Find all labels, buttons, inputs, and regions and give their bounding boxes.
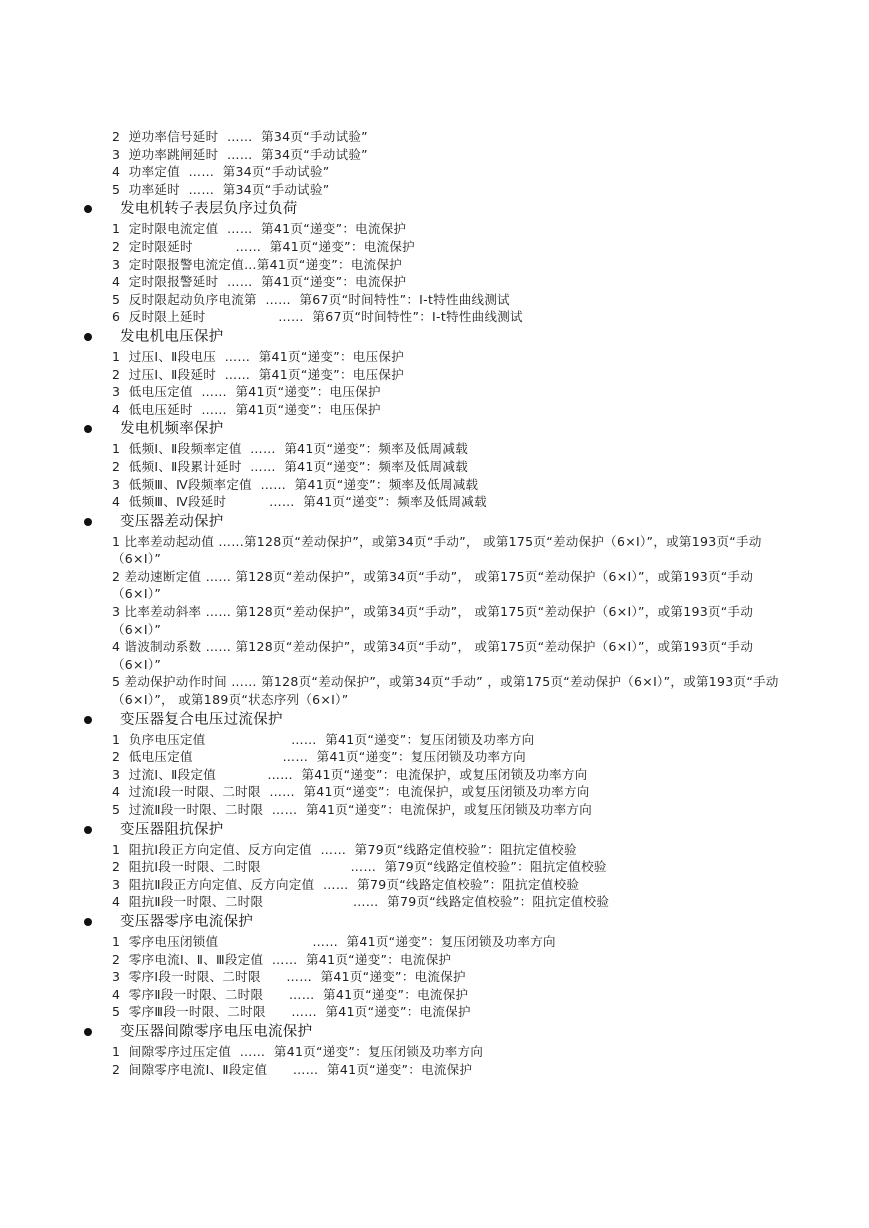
list-item: 5 零序Ⅲ段一时限、二时限 …… 第41页“递变”：电流保护 xyxy=(112,1004,471,1020)
bullet-icon xyxy=(84,333,92,341)
list-item: 3 阻抗Ⅱ段正方向定值、反方向定值 …… 第79页“线路定值校验”：阻抗定值校验 xyxy=(112,876,580,892)
section-title: 变压器阻抗保护 xyxy=(120,821,224,838)
list-item: 3 低电压定值 …… 第41页“递变”：电压保护 xyxy=(112,384,381,400)
list-item: 3 零序Ⅰ段一时限、二时限 …… 第41页“递变”：电流保护 xyxy=(112,969,466,985)
list-item: 4 低频Ⅲ、Ⅳ段延时 …… 第41页“递变”：频率及低周减载 xyxy=(112,494,487,510)
section-heading xyxy=(0,819,869,841)
list-item: 1 阻抗Ⅰ段正方向定值、反方向定值 …… 第79页“线路定值校验”：阻抗定值校验 xyxy=(112,841,577,857)
list-item: 6 反时限上延时 …… 第67页“时间特性”：I-t特性曲线测试 xyxy=(112,309,523,325)
list-item: 4 过流Ⅰ段一时限、二时限 …… 第41页“递变”：电流保护，或复压闭锁及功率方向 xyxy=(112,784,590,800)
bullet-icon xyxy=(84,918,92,926)
list-item: 4 零序Ⅱ段一时限、二时限 …… 第41页“递变”：电流保护 xyxy=(112,986,469,1002)
list-item: 5 反时限起动负序电流第 …… 第67页“时间特性”：I-t特性曲线测试 xyxy=(112,291,510,307)
list-item: 4 功率定值 …… 第34页“手动试验” xyxy=(112,164,330,180)
document-page xyxy=(0,128,869,1078)
list-item: 5 过流Ⅱ段一时限、二时限 …… 第41页“递变”：电流保护，或复压闭锁及功率方向 xyxy=(112,802,593,817)
section-title: 发电机频率保护 xyxy=(120,421,224,438)
bullet-icon xyxy=(84,716,92,724)
list-item: 3 定时限报警电流定值…第41页“递变”：电流保护 xyxy=(112,256,403,272)
bullet-icon xyxy=(84,518,92,526)
list-item: 2 过压Ⅰ、Ⅱ段延时 …… 第41页“递变”：电压保护 xyxy=(112,366,404,382)
list-item: 4 定时限报警延时 …… 第41页“递变”：电流保护 xyxy=(112,274,407,290)
list-item: 3 低频Ⅲ、Ⅳ段频率定值 …… 第41页“递变”：频率及低周减载 xyxy=(112,476,479,492)
section-title: 发电机电压保护 xyxy=(120,328,224,345)
list-item: 1 比率差动起动值 ……第128页“差动保护”，或第34页“手动”， 或第175页“差动保护（6×I）”，或第193页“手动（6×I）” xyxy=(112,533,762,567)
bullet-icon xyxy=(84,425,92,433)
section-title: 发电机转子表层负序过负荷 xyxy=(120,201,298,218)
section-heading xyxy=(0,911,869,933)
list-item: 2 定时限延时 …… 第41页“递变”：电流保护 xyxy=(112,238,415,254)
list-item: 3 逆功率跳闸延时 …… 第34页“手动试验” xyxy=(112,146,368,162)
list-item: 5 功率延时 …… 第34页“手动试验” xyxy=(112,181,330,197)
list-item: 4 低电压延时 …… 第41页“递变”：电压保护 xyxy=(112,401,381,417)
bullet-icon xyxy=(84,1028,92,1036)
list-item: 2 低电压定值 …… 第41页“递变”：复压闭锁及功率方向 xyxy=(112,749,526,765)
section-heading xyxy=(0,511,869,533)
section-title: 变压器差动保护 xyxy=(120,513,224,530)
list-item: 3 过流Ⅰ、Ⅱ段定值 …… 第41页“递变”：电流保护，或复压闭锁及功率方向 xyxy=(112,766,588,782)
bullet-icon xyxy=(84,205,92,213)
section-heading xyxy=(0,418,869,440)
list-item: 2 阻抗Ⅰ段一时限、二时限 …… 第79页“线路定值校验”：阻抗定值校验 xyxy=(112,859,607,875)
list-item: 1 间隙零序过压定值 …… 第41页“递变”：复压闭锁及功率方向 xyxy=(112,1043,484,1059)
section-heading xyxy=(0,198,869,220)
section-heading xyxy=(0,1021,869,1043)
list-item: 2 逆功率信号延时 …… 第34页“手动试验” xyxy=(112,129,368,144)
list-item: 2 低频Ⅰ、Ⅱ段累计延时 …… 第41页“递变”：频率及低周减载 xyxy=(112,458,468,474)
list-item: 4 阻抗Ⅱ段一时限、二时限 …… 第79页“线路定值校验”：阻抗定值校验 xyxy=(112,894,610,910)
bullet-icon xyxy=(84,826,92,834)
list-item: 2 差动速断定值 …… 第128页“差动保护”，或第34页“手动”， 或第175页“差动保护（6×I）”，或第193页“手动（6×I）” xyxy=(112,568,754,602)
section-title: 变压器间隙零序电压电流保护 xyxy=(120,1023,313,1040)
section-heading xyxy=(0,709,869,731)
list-item: 2 间隙零序电流Ⅰ、Ⅱ段定值 …… 第41页“递变”：电流保护 xyxy=(112,1061,473,1077)
list-item: 1 低频Ⅰ、Ⅱ段频率定值 …… 第41页“递变”：频率及低周减载 xyxy=(112,441,468,457)
list-item: 1 定时限电流定值 …… 第41页“递变”：电流保护 xyxy=(112,221,407,237)
list-item: 2 零序电流Ⅰ、Ⅱ、Ⅲ段定值 …… 第41页“递变”：电流保护 xyxy=(112,951,452,967)
list-item: 5 差动保护动作时间 …… 第128页“差动保护”，或第34页“手动” ，或第175页“差动保护（6×I）”，或第193页“手动（6×I）”， 或第189页“状态序列（6×I）” xyxy=(112,674,779,708)
list-item: 1 零序电压闭锁值 …… 第41页“递变”：复压闭锁及功率方向 xyxy=(112,933,556,949)
list-item: 1 负序电压定值 …… 第41页“递变”：复压闭锁及功率方向 xyxy=(112,731,535,747)
section-title: 变压器零序电流保护 xyxy=(120,913,254,930)
list-item: 1 过压Ⅰ、Ⅱ段电压 …… 第41页“递变”：电压保护 xyxy=(112,348,404,364)
section-heading xyxy=(0,326,869,348)
section-title: 变压器复合电压过流保护 xyxy=(120,711,283,728)
list-item: 3 比率差动斜率 …… 第128页“差动保护”，或第34页“手动”， 或第175页“差动保护（6×I）”，或第193页“手动（6×I）” xyxy=(112,604,754,637)
list-item: 4 谐波制动系数 …… 第128页“差动保护”，或第34页“手动”， 或第175页“差动保护（6×I）”，或第193页“手动（6×I）” xyxy=(112,639,754,672)
